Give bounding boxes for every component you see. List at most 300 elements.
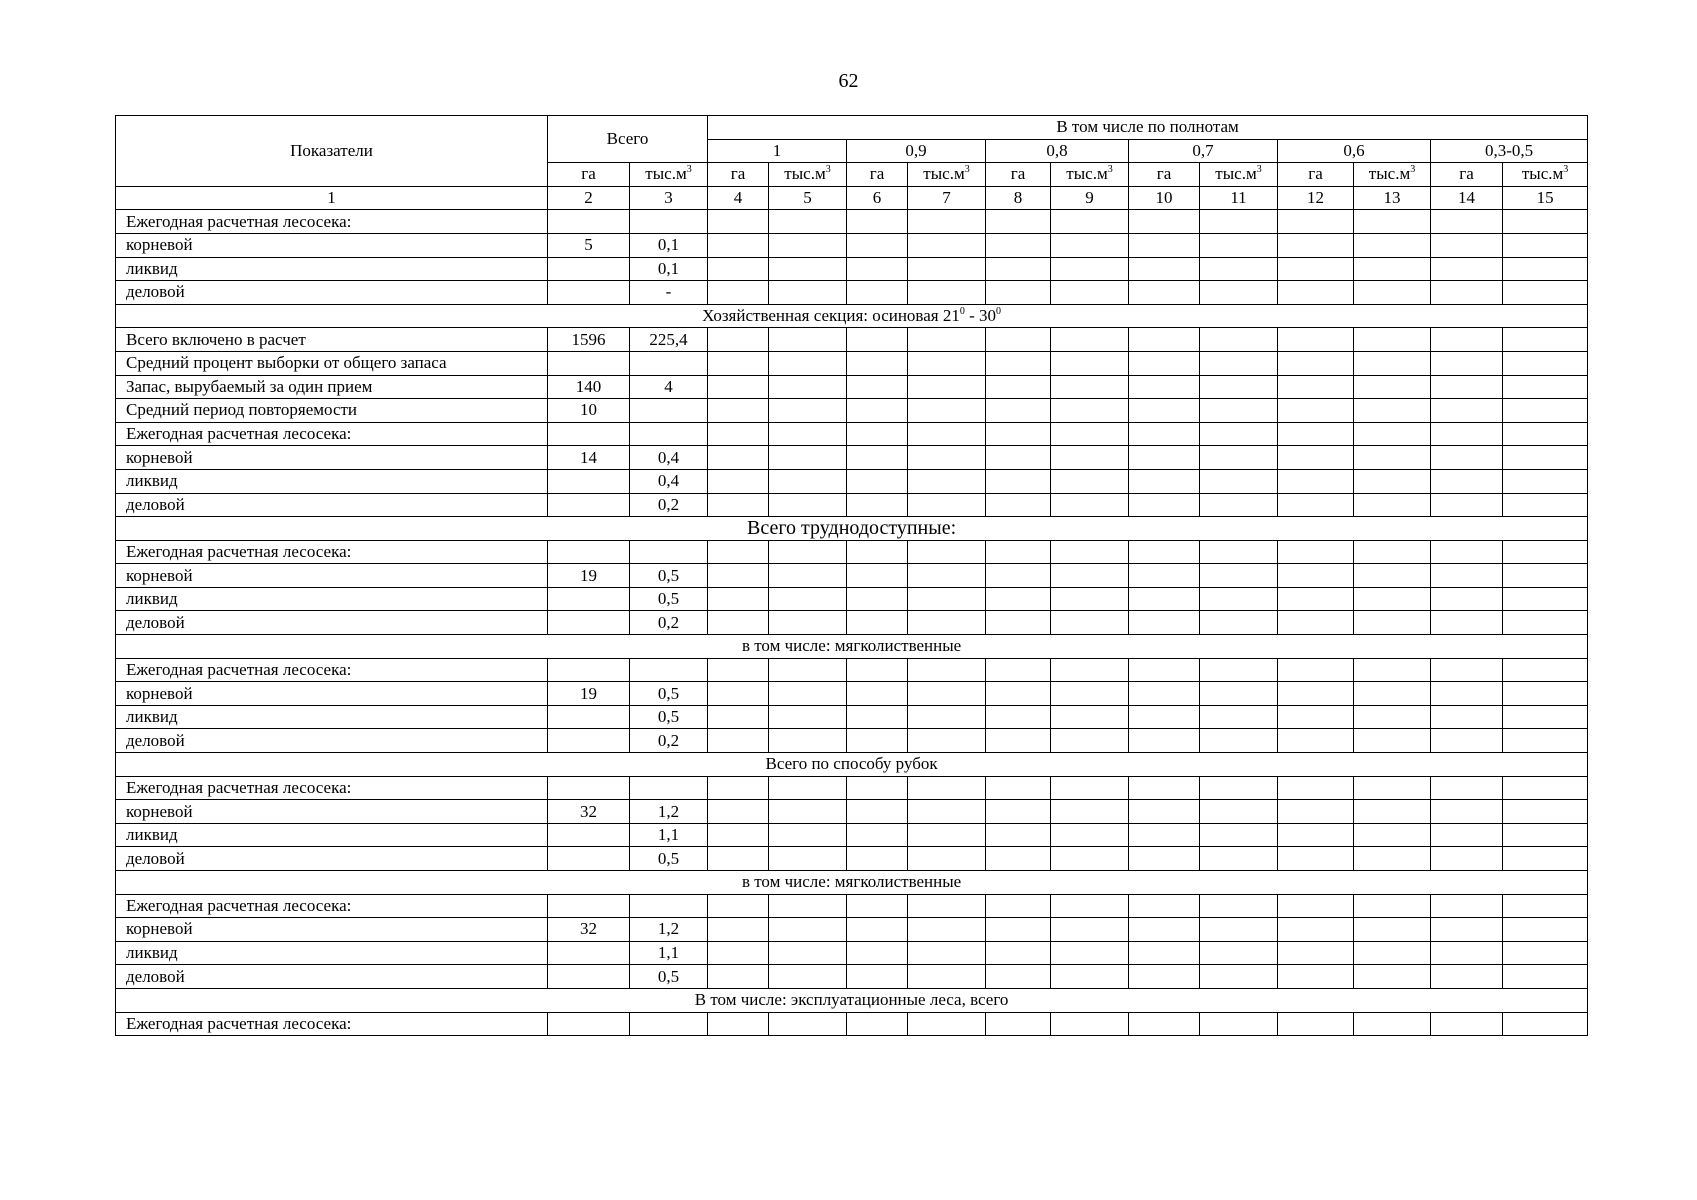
row-label: Ежегодная расчетная лесосека: xyxy=(116,1012,548,1036)
density-cell xyxy=(847,682,908,706)
total-ha-cell: 19 xyxy=(548,682,630,706)
density-cell xyxy=(1129,658,1200,682)
density-cell xyxy=(1354,375,1431,399)
density-cell xyxy=(1278,399,1354,423)
table-row xyxy=(116,446,1588,470)
table-row xyxy=(116,540,1588,564)
density-cell xyxy=(1278,682,1354,706)
section-row xyxy=(116,635,1588,659)
density-cell xyxy=(769,823,847,847)
density-cell xyxy=(908,800,986,824)
density-cell xyxy=(1278,540,1354,564)
column-number: 6 xyxy=(847,186,908,210)
table-row xyxy=(116,257,1588,281)
table-row xyxy=(116,422,1588,446)
density-cell xyxy=(847,918,908,942)
density-cell xyxy=(1503,469,1588,493)
table-row xyxy=(116,941,1588,965)
density-cell xyxy=(1051,540,1129,564)
density-cell xyxy=(1503,894,1588,918)
density-cell xyxy=(1129,422,1200,446)
density-cell xyxy=(1278,823,1354,847)
unit-volume: $тыс.м^3$ xyxy=(1200,163,1278,187)
row-label: Всего включено в расчет xyxy=(116,328,548,352)
density-cell xyxy=(986,540,1051,564)
density-cell xyxy=(1200,210,1278,234)
row-label: ликвид xyxy=(116,257,548,281)
density-cell xyxy=(708,233,769,257)
density-cell xyxy=(986,611,1051,635)
unit-superscript: 3 xyxy=(686,164,692,176)
density-cell xyxy=(986,210,1051,234)
total-ha-cell: 32 xyxy=(548,800,630,824)
column-number: 12 xyxy=(1278,186,1354,210)
unit-superscript: 3 xyxy=(964,164,970,176)
density-cell xyxy=(769,564,847,588)
density-cell xyxy=(986,658,1051,682)
total-volume-cell: 0,1 xyxy=(630,257,708,281)
density-cell xyxy=(1200,894,1278,918)
density-cell xyxy=(1278,1012,1354,1036)
total-volume-cell: 4 xyxy=(630,375,708,399)
density-cell xyxy=(1354,800,1431,824)
unit-superscript: 3 xyxy=(1256,164,1262,176)
density-cell xyxy=(1431,729,1503,753)
density-cell xyxy=(1431,847,1503,871)
total-volume-cell: 0,2 xyxy=(630,493,708,517)
density-cell xyxy=(847,611,908,635)
column-number: 2 xyxy=(548,186,630,210)
density-cell xyxy=(1051,587,1129,611)
density-cell xyxy=(1051,776,1129,800)
density-cell xyxy=(1200,328,1278,352)
density-cell xyxy=(1278,965,1354,989)
density-cell xyxy=(1354,611,1431,635)
table-row xyxy=(116,918,1588,942)
row-label: корневой xyxy=(116,682,548,706)
density-cell xyxy=(1278,210,1354,234)
density-header: 0,6 xyxy=(1278,139,1431,163)
density-cell xyxy=(986,375,1051,399)
table-row xyxy=(116,729,1588,753)
density-cell xyxy=(1354,469,1431,493)
density-cell xyxy=(847,776,908,800)
density-cell xyxy=(908,705,986,729)
density-cell xyxy=(847,446,908,470)
density-cell xyxy=(1431,540,1503,564)
total-volume-cell xyxy=(630,351,708,375)
degree-superscript: 0 xyxy=(959,306,965,318)
density-cell xyxy=(986,587,1051,611)
density-cell xyxy=(1200,1012,1278,1036)
density-cell xyxy=(1051,328,1129,352)
total-volume-cell: 1,1 xyxy=(630,823,708,847)
density-cell xyxy=(1051,847,1129,871)
total-header: Всего xyxy=(548,116,708,163)
density-cell xyxy=(769,328,847,352)
row-label: Ежегодная расчетная лесосека: xyxy=(116,658,548,682)
density-cell xyxy=(1278,375,1354,399)
unit-superscript: 3 xyxy=(825,164,831,176)
total-volume-cell: 0,5 xyxy=(630,564,708,588)
density-cell xyxy=(847,375,908,399)
total-volume-cell xyxy=(630,399,708,423)
unit-ha: га xyxy=(548,163,630,187)
table-row xyxy=(116,351,1588,375)
density-cell xyxy=(986,493,1051,517)
density-cell xyxy=(1129,399,1200,423)
density-cell xyxy=(708,399,769,423)
density-cell xyxy=(1200,611,1278,635)
section-row xyxy=(116,871,1588,895)
density-cell xyxy=(986,800,1051,824)
density-cell xyxy=(847,823,908,847)
density-cell xyxy=(708,823,769,847)
row-label: корневой xyxy=(116,446,548,470)
density-cell xyxy=(1431,776,1503,800)
density-cell xyxy=(1503,611,1588,635)
density-cell xyxy=(908,422,986,446)
density-cell xyxy=(1129,493,1200,517)
density-cell xyxy=(908,328,986,352)
density-cell xyxy=(908,847,986,871)
density-cell xyxy=(1431,257,1503,281)
total-volume-cell: 0,4 xyxy=(630,469,708,493)
table-row xyxy=(116,281,1588,305)
density-cell xyxy=(1200,847,1278,871)
density-cell xyxy=(908,587,986,611)
density-cell xyxy=(1051,493,1129,517)
density-cell xyxy=(1503,493,1588,517)
density-cell xyxy=(708,422,769,446)
density-cell xyxy=(1129,847,1200,871)
table-row xyxy=(116,399,1588,423)
section-title: В том числе: эксплуатационные леса, всего xyxy=(116,988,1588,1012)
density-cell xyxy=(986,847,1051,871)
density-cell xyxy=(1431,611,1503,635)
density-cell xyxy=(847,422,908,446)
total-ha-cell: 1596 xyxy=(548,328,630,352)
density-cell xyxy=(708,587,769,611)
density-cell xyxy=(847,351,908,375)
table-row xyxy=(116,587,1588,611)
unit-ha: га xyxy=(1431,163,1503,187)
density-cell xyxy=(1051,375,1129,399)
density-cell xyxy=(1431,233,1503,257)
total-ha-cell: 32 xyxy=(548,918,630,942)
density-cell xyxy=(1129,564,1200,588)
density-cell xyxy=(1431,422,1503,446)
density-cell xyxy=(769,941,847,965)
unit-volume: $тыс.м^3$ xyxy=(1051,163,1129,187)
density-cell xyxy=(1200,587,1278,611)
density-cell xyxy=(1129,281,1200,305)
total-volume-cell: 0,5 xyxy=(630,847,708,871)
density-cell xyxy=(1200,965,1278,989)
page-number: 62 xyxy=(838,70,859,92)
density-cell xyxy=(1051,399,1129,423)
table-row xyxy=(116,210,1588,234)
total-ha-cell xyxy=(548,941,630,965)
density-header: 0,7 xyxy=(1129,139,1278,163)
unit-ha: га xyxy=(986,163,1051,187)
total-volume-cell: 1,1 xyxy=(630,941,708,965)
table-row xyxy=(116,800,1588,824)
density-header: 0,9 xyxy=(847,139,986,163)
column-number: 13 xyxy=(1354,186,1431,210)
density-cell xyxy=(1278,729,1354,753)
density-cell xyxy=(986,965,1051,989)
row-label: деловой xyxy=(116,729,548,753)
table-row xyxy=(116,1012,1588,1036)
density-cell xyxy=(847,705,908,729)
density-cell xyxy=(1200,941,1278,965)
density-cell xyxy=(1354,399,1431,423)
density-cell xyxy=(1503,375,1588,399)
density-cell xyxy=(1354,705,1431,729)
density-cell xyxy=(1129,1012,1200,1036)
density-cell xyxy=(708,682,769,706)
density-cell xyxy=(708,564,769,588)
density-cell xyxy=(1129,233,1200,257)
density-cell xyxy=(769,965,847,989)
density-cell xyxy=(908,1012,986,1036)
density-cell xyxy=(708,847,769,871)
density-cell xyxy=(1431,328,1503,352)
row-label: ликвид xyxy=(116,941,548,965)
density-cell xyxy=(1200,564,1278,588)
density-cell xyxy=(1200,705,1278,729)
density-cell xyxy=(986,446,1051,470)
density-cell xyxy=(1278,776,1354,800)
table-row xyxy=(116,233,1588,257)
density-cell xyxy=(1354,422,1431,446)
density-cell xyxy=(1503,422,1588,446)
density-cell xyxy=(1200,918,1278,942)
density-cell xyxy=(1051,233,1129,257)
density-cell xyxy=(986,233,1051,257)
density-cell xyxy=(708,446,769,470)
row-label: Средний период повторяемости xyxy=(116,399,548,423)
table-row xyxy=(116,847,1588,871)
density-cell xyxy=(1354,823,1431,847)
total-ha-cell xyxy=(548,705,630,729)
row-label: корневой xyxy=(116,800,548,824)
total-ha-cell xyxy=(548,469,630,493)
density-cell xyxy=(708,540,769,564)
density-cell xyxy=(1129,257,1200,281)
density-cell xyxy=(1503,729,1588,753)
density-cell xyxy=(1354,941,1431,965)
unit-volume: $тыс.м^3$ xyxy=(1503,163,1588,187)
density-cell xyxy=(1503,564,1588,588)
density-cell xyxy=(708,894,769,918)
density-cell xyxy=(1503,823,1588,847)
density-cell xyxy=(1200,823,1278,847)
density-cell xyxy=(708,210,769,234)
density-cell xyxy=(1354,658,1431,682)
density-cell xyxy=(986,281,1051,305)
density-cell xyxy=(1278,658,1354,682)
total-volume-cell: 0,1 xyxy=(630,233,708,257)
density-cell xyxy=(847,399,908,423)
density-cell xyxy=(1278,587,1354,611)
density-cell xyxy=(986,1012,1051,1036)
column-number: 1 xyxy=(116,186,548,210)
density-cell xyxy=(1278,257,1354,281)
density-cell xyxy=(1051,281,1129,305)
column-number: 4 xyxy=(708,186,769,210)
density-cell xyxy=(769,800,847,824)
density-cell xyxy=(1129,210,1200,234)
density-cell xyxy=(986,894,1051,918)
density-cell xyxy=(769,611,847,635)
density-cell xyxy=(1200,729,1278,753)
density-cell xyxy=(1278,281,1354,305)
density-cell xyxy=(1431,587,1503,611)
section-row xyxy=(116,304,1588,328)
density-cell xyxy=(1129,351,1200,375)
density-cell xyxy=(1431,469,1503,493)
total-volume-cell: 1,2 xyxy=(630,918,708,942)
density-cell xyxy=(708,611,769,635)
density-cell xyxy=(769,210,847,234)
density-cell xyxy=(1051,351,1129,375)
density-cell xyxy=(769,281,847,305)
unit-superscript: 3 xyxy=(1107,164,1113,176)
density-cell xyxy=(708,351,769,375)
density-cell xyxy=(1431,281,1503,305)
density-cell xyxy=(1278,611,1354,635)
density-cell xyxy=(908,682,986,706)
density-cell xyxy=(986,729,1051,753)
density-cell xyxy=(1354,682,1431,706)
density-cell xyxy=(1431,941,1503,965)
density-cell xyxy=(1200,399,1278,423)
row-label: деловой xyxy=(116,611,548,635)
column-number: 11 xyxy=(1200,186,1278,210)
density-cell xyxy=(986,705,1051,729)
total-ha-cell xyxy=(548,422,630,446)
density-cell xyxy=(1051,918,1129,942)
density-cell xyxy=(908,918,986,942)
density-cell xyxy=(1354,587,1431,611)
density-cell xyxy=(908,469,986,493)
density-cell xyxy=(769,729,847,753)
density-cell xyxy=(1503,399,1588,423)
density-cell xyxy=(1503,446,1588,470)
density-cell xyxy=(1200,682,1278,706)
density-cell xyxy=(908,823,986,847)
header-row-column-numbers xyxy=(116,186,1588,210)
density-cell xyxy=(847,729,908,753)
density-cell xyxy=(847,493,908,517)
density-cell xyxy=(908,611,986,635)
density-cell xyxy=(1354,233,1431,257)
density-cell xyxy=(1354,729,1431,753)
density-cell xyxy=(1354,894,1431,918)
density-cell xyxy=(986,823,1051,847)
density-cell xyxy=(908,965,986,989)
row-label: ликвид xyxy=(116,469,548,493)
total-ha-cell: 5 xyxy=(548,233,630,257)
density-cell xyxy=(708,1012,769,1036)
density-cell xyxy=(769,351,847,375)
density-cell xyxy=(1503,658,1588,682)
density-cell xyxy=(908,281,986,305)
density-cell xyxy=(1129,965,1200,989)
density-cell xyxy=(908,351,986,375)
density-cell xyxy=(708,800,769,824)
density-cell xyxy=(1200,493,1278,517)
density-cell xyxy=(1200,422,1278,446)
total-volume-cell: 0,2 xyxy=(630,611,708,635)
table-row xyxy=(116,658,1588,682)
density-cell xyxy=(1200,446,1278,470)
density-cell xyxy=(1503,1012,1588,1036)
density-cell xyxy=(908,941,986,965)
density-cell xyxy=(847,658,908,682)
density-cell xyxy=(1503,847,1588,871)
density-cell xyxy=(847,257,908,281)
by-density-header: В том числе по полнотам xyxy=(708,116,1588,140)
total-ha-cell xyxy=(548,257,630,281)
density-cell xyxy=(986,469,1051,493)
total-ha-cell xyxy=(548,965,630,989)
density-cell xyxy=(1051,729,1129,753)
density-cell xyxy=(708,776,769,800)
density-cell xyxy=(1503,540,1588,564)
total-ha-cell: 10 xyxy=(548,399,630,423)
density-cell xyxy=(1129,894,1200,918)
density-cell xyxy=(1431,682,1503,706)
density-cell xyxy=(1354,257,1431,281)
density-cell xyxy=(769,847,847,871)
indicators-header: Показатели xyxy=(116,116,548,187)
density-cell xyxy=(1431,965,1503,989)
density-cell xyxy=(908,446,986,470)
total-volume-cell xyxy=(630,422,708,446)
section-row xyxy=(116,753,1588,777)
total-ha-cell xyxy=(548,847,630,871)
density-cell xyxy=(1354,847,1431,871)
density-cell xyxy=(769,446,847,470)
row-label: деловой xyxy=(116,847,548,871)
density-cell xyxy=(769,233,847,257)
total-volume-cell: 0,5 xyxy=(630,682,708,706)
section-title: Всего по способу рубок xyxy=(116,753,1588,777)
density-cell xyxy=(1051,469,1129,493)
table-row xyxy=(116,564,1588,588)
density-cell xyxy=(769,422,847,446)
table-row xyxy=(116,611,1588,635)
density-cell xyxy=(708,375,769,399)
density-cell xyxy=(1129,682,1200,706)
density-cell xyxy=(908,658,986,682)
density-cell xyxy=(708,965,769,989)
density-cell xyxy=(769,894,847,918)
density-cell xyxy=(1503,918,1588,942)
density-cell xyxy=(769,1012,847,1036)
density-cell xyxy=(1431,493,1503,517)
total-volume-cell xyxy=(630,776,708,800)
density-cell xyxy=(1129,705,1200,729)
density-cell xyxy=(769,682,847,706)
density-cell xyxy=(908,233,986,257)
density-cell xyxy=(1051,611,1129,635)
density-cell xyxy=(1200,658,1278,682)
density-cell xyxy=(1051,965,1129,989)
